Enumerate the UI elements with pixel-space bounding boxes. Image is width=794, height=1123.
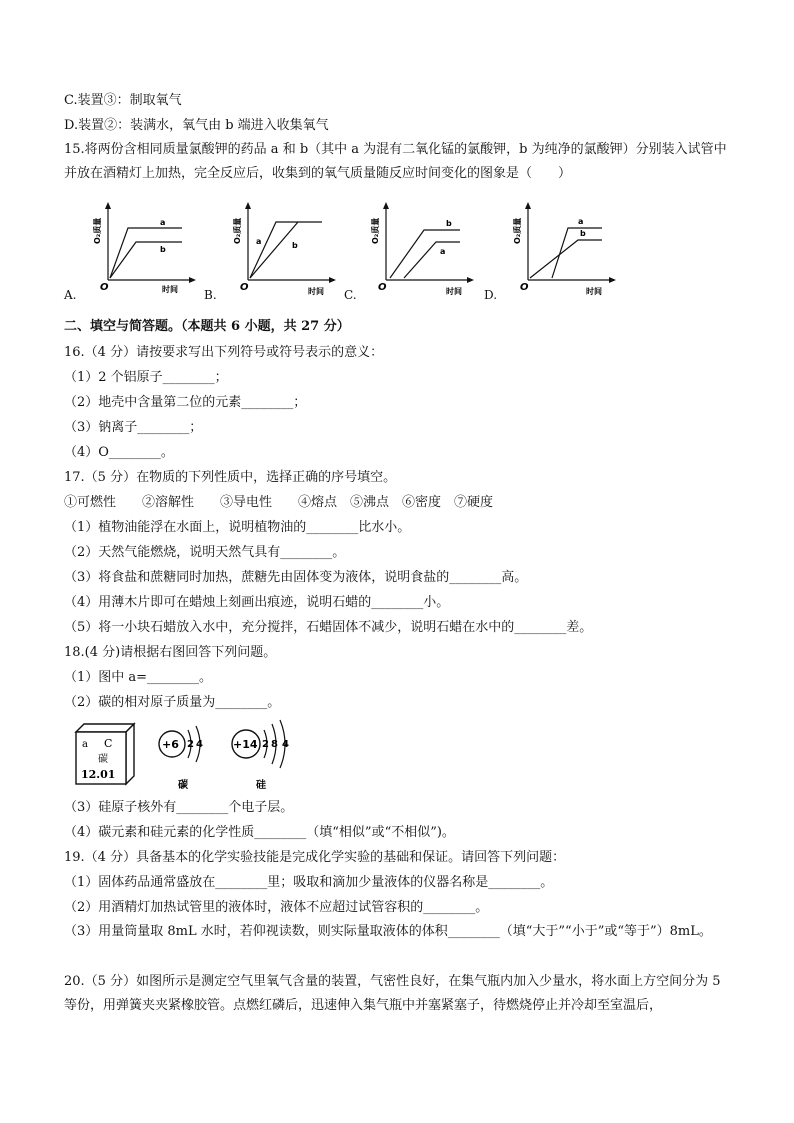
graph-b-origin: O — [240, 282, 249, 293]
question-17: 17.（5 分）在物质的下列性质中，选择正确的序号填空。 — [64, 470, 397, 485]
question-17-5: （5）将一小块石蜡放入水中，充分搅拌，石蜡固体不减少，说明石蜡在水中的________差。 — [64, 620, 593, 635]
silicon-label: 硅 — [256, 780, 266, 791]
graph-a-xlabel: 时间 — [162, 285, 178, 294]
silicon-atom-diagram — [232, 720, 289, 791]
question-17-1: （1）植物油能浮在水面上，说明植物油的________比水小。 — [64, 520, 411, 535]
graph-b-xlabel: 时间 — [308, 287, 324, 296]
graph-a-ylabel: O₂质量 — [93, 217, 102, 244]
graph-c — [366, 200, 476, 298]
question-20: 20.（5 分）如图所示是测定空气里氧气含量的装置，气密性良好，在集气瓶内加入少量水，将水面上方空间分为 5 等份，用弹簧夹夹紧橡胶管。点燃红磷后，迅速伸入集气瓶中并塞紧塞子，待燃烧停止并冷却至室温后， — [64, 974, 721, 1013]
element-card-a: a — [82, 739, 88, 750]
question-18-4: （4）碳元素和硅元素的化学性质________（填“相似”或“不相似”)。 — [64, 825, 455, 840]
graph-c-origin: O — [378, 282, 387, 293]
question-17-4: （4）用薄木片即可在蜡烛上刻画出痕迹，说明石蜡的________小。 — [64, 595, 450, 610]
question-19-2: （2）用酒精灯加热试管里的液体时，液体不应超过试管容积的________。 — [64, 900, 489, 915]
graph-b — [228, 200, 338, 298]
silicon-shell-3: 4 — [282, 739, 289, 750]
graph-a — [88, 200, 198, 296]
graph-b-label: B. — [204, 288, 217, 302]
graph-a-series-b: b — [160, 245, 166, 254]
graph-a-origin: O — [100, 282, 109, 293]
graph-b-series-b: b — [292, 241, 298, 250]
question-18-2: （2）碳的相对原子质量为________。 — [64, 695, 281, 710]
graph-c-series-b: b — [446, 219, 452, 228]
carbon-label: 碳 — [178, 780, 188, 791]
graph-d-series-b: b — [580, 229, 586, 238]
graph-c-xlabel: 时间 — [446, 287, 462, 296]
question-18-3: （3）硅原子核外有________个电子层。 — [64, 800, 294, 815]
graph-b-ylabel: O₂质量 — [233, 217, 242, 244]
element-card-name: 碳 — [98, 754, 108, 765]
question-17-options: ①可燃性 ②溶解性 ③导电性 ④熔点 ⑤沸点 ⑥密度 ⑦硬度 — [64, 495, 494, 510]
silicon-shell-1: 2 — [262, 739, 269, 750]
element-atom-figure — [68, 712, 318, 796]
carbon-atom-diagram — [159, 726, 203, 791]
question-17-3: （3）将食盐和蔗糖同时加热，蔗糖先由固体变为液体，说明食盐的________高。 — [64, 570, 528, 585]
question-18: 18.(4 分)请根据右图回答下列问题。 — [64, 645, 277, 660]
question-19: 19.（4 分）具备基本的化学实验技能是完成化学实验的基础和保证。请回答下列问题： — [64, 850, 566, 865]
question-16-4: （4）O________。 — [64, 445, 174, 460]
question-15: 15.将两份含相同质量氯酸钾的药品 a 和 b（其中 a 为混有二氧化锰的氯酸钾，b 为纯净的氯酸钾）分别装入试管中并放在酒精灯上加热，完全反应后，收集到的氧气质量随反应时间变化的图象是（ ） — [64, 142, 727, 181]
graph-d-xlabel: 时间 — [586, 287, 602, 296]
graph-c-ylabel: O₂质量 — [371, 217, 380, 244]
graph-d-origin: O — [520, 282, 529, 293]
graph-c-series-a: a — [440, 247, 446, 256]
carbon-shell-2: 4 — [196, 739, 203, 750]
question-19-1: （1）固体药品通常盛放在________里；吸取和滴加少量液体的仪器名称是________。 — [64, 875, 554, 890]
question-16: 16.（4 分）请按要求写出下列符号或符号表示的意义： — [64, 345, 384, 360]
graph-d — [508, 200, 618, 298]
graph-d-label: D. — [484, 288, 498, 302]
element-card-symbol: C — [104, 737, 113, 750]
question-19-3: （3）用量筒量取 8mL 水时，若仰视读数，则实际量取液体的体积________（填“大于”“小于”或“等于”）8mL。 — [64, 924, 712, 939]
graph-a-series-a: a — [160, 218, 166, 227]
carbon-nucleus: +6 — [162, 738, 179, 751]
graph-b-series-a: a — [256, 237, 262, 246]
section-2-heading: 二、填空与简答题。（本题共 6 小题，共 27 分） — [64, 319, 350, 334]
option-d-line: D.装置②：装满水，氧气由 b 端进入收集氧气 — [64, 118, 329, 133]
question-16-2: （2）地壳中含量第二位的元素________； — [64, 395, 307, 410]
element-card-mass: 12.01 — [81, 768, 116, 781]
graph-a-label: A. — [64, 288, 77, 302]
option-c-line: C.装置③：制取氧气 — [64, 93, 182, 108]
question-16-1: （1）2 个铝原子________； — [64, 370, 228, 385]
graph-d-ylabel: O₂质量 — [513, 217, 522, 244]
graph-c-label: C. — [344, 288, 357, 302]
silicon-shell-2: 8 — [271, 739, 278, 750]
carbon-shell-1: 2 — [187, 739, 194, 750]
graph-d-series-a: a — [578, 217, 584, 226]
silicon-nucleus: +14 — [233, 738, 258, 751]
question-18-1: （1）图中 a=________。 — [64, 670, 213, 685]
question-17-2: （2）天然气能燃烧，说明天然气具有________。 — [64, 545, 346, 560]
question-16-3: （3）钠离子________； — [64, 420, 203, 435]
element-card — [76, 724, 134, 784]
